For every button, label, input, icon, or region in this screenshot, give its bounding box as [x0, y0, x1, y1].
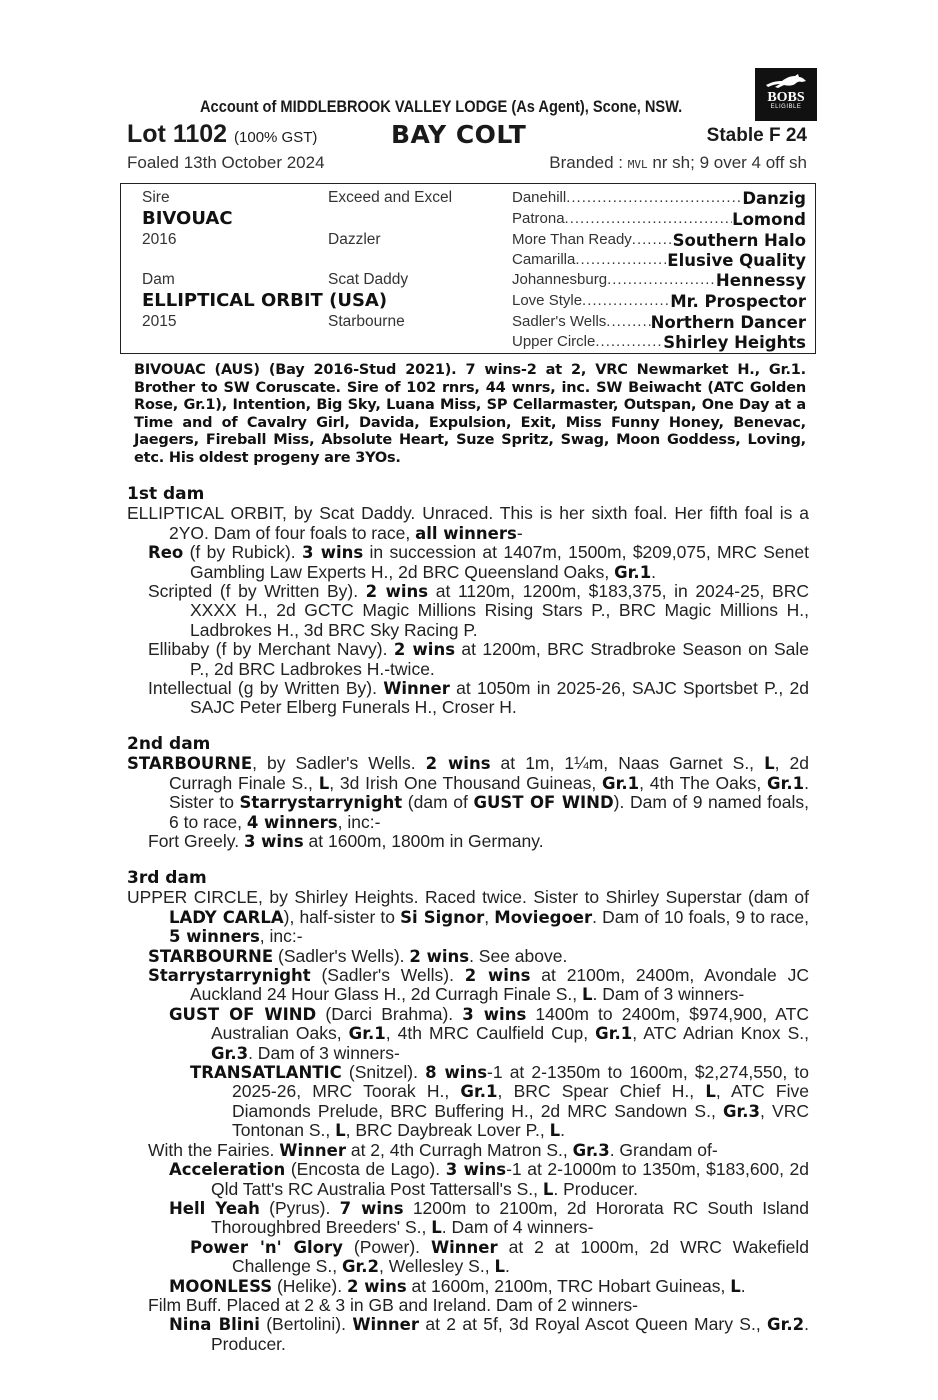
leader-dots	[575, 251, 667, 270]
entry-text: . Sister to	[169, 772, 809, 813]
entry-text: With the Fairies.	[148, 1139, 280, 1160]
pedigree-entry	[127, 1238, 809, 1277]
bold-text: Gr.1	[767, 773, 805, 793]
entry-text: (dam of	[402, 792, 474, 813]
dam-dam: Starbourne	[328, 313, 405, 330]
entry-text: . Producer.	[553, 1178, 639, 1199]
entry-text: , ATC Five Diamonds Prelude, BRC Buffering H., 2d MRC Sandown S.,	[232, 1081, 809, 1121]
entry-text: 1200m to 2100m, 2d Hororata RC South Island Thoroughbred Breeders' S.,	[211, 1197, 809, 1238]
entry-text: (Bertolini).	[259, 1314, 353, 1335]
entry-text: . Dam of 3 winners-	[592, 984, 745, 1005]
bold-text: 2 wins	[365, 582, 429, 602]
horse-description: BAY COLT	[391, 120, 527, 149]
second-dam-body	[127, 754, 809, 851]
entry-text: , inc:-	[337, 811, 381, 832]
leader-dots	[582, 292, 670, 311]
dam-sire: Scat Daddy	[328, 271, 409, 288]
entry-text: Intellectual (g by Written By).	[148, 678, 384, 699]
entry-text: (Power).	[342, 1236, 431, 1257]
logo-subtext: ELIGIBLE	[770, 104, 802, 110]
entry-text: Film Buff. Placed at 2 & 3 in GB and Ireland. Dam of 2 winners-	[148, 1294, 638, 1315]
bold-text: L	[730, 1276, 741, 1296]
logo-text: BOBS	[767, 90, 805, 105]
entry-text: at 2 at 5f, 3d Royal Ascot Queen Mary S.,	[419, 1314, 768, 1335]
entry-text: (Sadler's Wells).	[273, 945, 410, 966]
bold-text: Gr.3	[211, 1043, 249, 1063]
bold-text: Gr.3	[722, 1101, 761, 1121]
bold-text: Moviegoer	[494, 907, 593, 927]
pedigree-entry	[127, 888, 809, 946]
entry-text: at 1200m, BRC Stradbroke Season on Sale P., 2d BRC Ladbrokes H.-twice.	[190, 639, 809, 679]
entry-text: . Grandam of-	[609, 1139, 718, 1160]
entry-text: ), half-sister to	[283, 906, 401, 927]
entry-text: (Helike).	[272, 1275, 347, 1296]
entry-text: , 2d Curragh Finale S.,	[169, 753, 809, 793]
entry-text: 1400m to 2400m, $974,900, ATC Australian Oaks,	[211, 1003, 809, 1044]
third-dam-heading: 3rd dam	[127, 868, 207, 888]
entry-text: at 1120m, 1200m, $183,375, in 2024-25, BRC XXXX H., 2d GCTC Magic Millions Rising Stars P., BRC Magic Millions H., Ladbrokes H., 3d BRC Sky Racing P.	[190, 581, 809, 640]
bold-text: Reo	[148, 543, 184, 563]
ancestor-sire: Northern Dancer	[650, 313, 806, 332]
bold-text: Starrystarrynight	[239, 793, 403, 813]
ancestor-row	[512, 271, 806, 290]
pedigree-entry	[127, 640, 809, 679]
entry-text: . Dam of 10 foals, 9 to race,	[592, 906, 809, 927]
lot-number	[127, 120, 317, 149]
bold-text: 8 wins	[425, 1063, 488, 1083]
bold-text: LADY CARLA	[169, 907, 284, 927]
bold-text: Power 'n' Glory	[190, 1237, 343, 1257]
first-dam-body	[127, 504, 809, 717]
pedigree-entry	[127, 1199, 809, 1238]
bold-text: STARBOURNE	[148, 946, 274, 966]
entry-text: UPPER CIRCLE, by Shirley Heights. Raced twice. Sister to Shirley Superstar (dam of	[127, 887, 809, 908]
bold-text: Gr.1	[460, 1082, 498, 1102]
ancestor-name: Love Style	[512, 292, 583, 309]
bold-text: 2 wins	[425, 754, 491, 774]
bold-text: Gr.2	[767, 1315, 805, 1335]
pedigree-entry	[127, 832, 809, 851]
pedigree-entry	[127, 1063, 809, 1141]
bold-text: 7 wins	[339, 1198, 404, 1218]
ancestor-row	[512, 251, 806, 270]
bold-text: Si Signor	[400, 907, 485, 927]
bold-text: Gr.1	[602, 773, 640, 793]
first-dam-heading: 1st dam	[127, 484, 205, 504]
ancestor-row	[512, 210, 806, 229]
bold-text: Gr.1	[348, 1024, 386, 1044]
entry-text: (Snitzel).	[341, 1062, 426, 1083]
entry-text: , 4th The Oaks,	[639, 772, 768, 793]
entry-text: . Producer.	[211, 1314, 809, 1354]
foaled-date: Foaled 13th October 2024	[127, 153, 325, 172]
sire-year: 2016	[142, 231, 177, 248]
entry-text: at 1600m, 1800m in Germany.	[303, 831, 544, 852]
ancestor-name: Patrona	[512, 210, 565, 227]
stable-location: Stable F 24	[706, 125, 807, 146]
ancestor-name: Sadler's Wells	[512, 313, 607, 330]
bold-text: 3 wins	[445, 1160, 507, 1180]
entry-text: . See above.	[469, 945, 568, 966]
pedigree-entry	[127, 1315, 809, 1354]
ancestor-sire: Danzig	[742, 189, 806, 208]
entry-text: (Sadler's Wells).	[310, 965, 465, 986]
entry-text: .	[740, 1275, 746, 1296]
bold-text: L	[318, 773, 330, 793]
bold-text: STARBOURNE	[127, 754, 253, 774]
sire-label: Sire	[142, 189, 170, 206]
bold-text: 2 wins	[409, 946, 470, 966]
bold-text: L	[494, 1257, 505, 1277]
entry-text: , 4th MRC Caulfield Cup,	[385, 1023, 596, 1044]
bold-text: 2 wins	[346, 1276, 407, 1296]
bold-text: Winner	[430, 1237, 498, 1257]
ancestor-row	[512, 189, 806, 208]
third-dam-section	[127, 869, 809, 1354]
bold-text: MOONLESS	[169, 1276, 273, 1296]
entry-text: .	[651, 561, 657, 582]
entry-text: . Dam of 3 winners-	[248, 1042, 400, 1063]
entry-text: ). Dam of 9 named foals, 6 to race,	[169, 792, 809, 832]
entry-text: at 2100m, 2400m, Avondale JC Auckland 24 Hour Glass H., 2d Curragh Finale S.,	[190, 965, 809, 1005]
bold-text: Nina Blini	[169, 1315, 260, 1335]
bold-text: L	[335, 1121, 346, 1141]
ancestor-name: Upper Circle	[512, 333, 596, 350]
entry-text: at 1m, 1¼m, Naas Garnet S.,	[490, 753, 765, 774]
entry-text: , VRC Tontonan S.,	[232, 1100, 809, 1141]
entry-text: , 3d Irish One Thousand Guineas,	[329, 772, 603, 793]
ancestor-name: Camarilla	[512, 251, 576, 268]
ancestor-sire: Mr. Prospector	[670, 292, 806, 311]
pedigree-entry	[127, 582, 809, 640]
bold-text: L	[549, 1121, 561, 1141]
entry-text: -	[516, 522, 523, 543]
leader-dots	[606, 313, 650, 332]
bold-text: 5 winners	[169, 927, 260, 947]
bold-text: Winner	[383, 679, 450, 699]
pedigree-entry	[127, 1141, 809, 1160]
leader-dots	[595, 333, 663, 352]
bold-text: Hell Yeah	[169, 1198, 260, 1218]
pedigree-table	[120, 183, 816, 354]
leader-dots	[566, 189, 742, 208]
ancestor-row	[512, 333, 806, 352]
bold-text: GUST OF WIND	[169, 1004, 317, 1024]
ancestor-sire: Shirley Heights	[663, 333, 806, 352]
entry-text: , ATC Adrian Knox S.,	[632, 1023, 809, 1044]
pedigree-entry	[127, 1005, 809, 1063]
third-dam-body	[127, 888, 809, 1354]
entry-text: (Pyrus).	[259, 1197, 340, 1218]
brand-mark: MVL	[627, 158, 648, 171]
entry-text: , inc:-	[259, 926, 303, 947]
entry-text: . Dam of 4 winners-	[441, 1217, 594, 1238]
dam-name: ELLIPTICAL ORBIT (USA)	[142, 290, 388, 311]
pedigree-entry	[127, 1277, 809, 1296]
bold-text: L	[582, 985, 593, 1005]
bold-text: L	[431, 1218, 442, 1238]
sire-sire: Exceed and Excel	[328, 189, 453, 206]
ancestor-row	[512, 292, 806, 311]
bold-text: Winner	[352, 1315, 419, 1335]
ancestor-sire: Elusive Quality	[667, 251, 806, 270]
bold-text: 2 wins	[393, 640, 456, 660]
pedigree-entry	[127, 504, 809, 543]
ancestor-sire: Southern Halo	[672, 231, 806, 250]
bold-text: Winner	[279, 1140, 346, 1160]
entry-text: at 1050m in 2025-26, SAJC Sportsbet P., 2d SAJC Peter Elberg Funerals H., Croser H.	[190, 678, 809, 718]
sire-summary: BIVOUAC (AUS) (Bay 2016-Stud 2021). 7 wins-2 at 2, VRC Newmarket H., Gr.1. Brother to SW Coruscate. Sire of 102 rnrs, 44 wnrs, inc. SW Beiwacht (ATC Golden Rose, Gr.1), Intention, Big Sky, Luana Miss, SP Cellarmaster, Outspan, One Day at a Time and of Cavalry Girl, Davida, Expulsion, Exit, Miss Funny Honey, Benevac, Jaegers, Fireball Miss, Absolute Heart, Suze Spritz, Swag, Moon Goddess, Loving, etc. His oldest progeny are 3YOs.	[134, 362, 806, 466]
entry-text: , Wellesley S.,	[379, 1256, 495, 1277]
bold-text: L	[542, 1179, 554, 1199]
sire-dam: Dazzler	[328, 231, 381, 248]
dam-year: 2015	[142, 313, 177, 330]
racehorse-silhouette-icon	[764, 73, 808, 91]
leader-dots	[607, 271, 716, 290]
entry-text: .	[504, 1256, 510, 1277]
ancestor-name: Danehill	[512, 189, 567, 206]
bold-text: Gr.2	[341, 1257, 380, 1277]
bobs-eligible-logo	[755, 68, 817, 121]
pedigree-entry	[127, 1296, 809, 1315]
bold-text: 2 wins	[464, 966, 531, 986]
bold-text: L	[764, 754, 775, 774]
entry-text: , BRC Daybreak Lover P.,	[345, 1120, 550, 1141]
second-dam-section	[127, 735, 809, 851]
bold-text: 3 wins	[462, 1004, 527, 1024]
bold-text: L	[705, 1082, 716, 1102]
entry-text: (f by Rubick).	[183, 542, 302, 563]
entry-text: Scripted (f by Written By).	[148, 581, 366, 602]
vendor-account: Account of MIDDLEBROOK VALLEY LODGE (As Agent), Scone, NSW.	[200, 97, 683, 116]
entry-text: in succession at 1407m, 1500m, $209,075, MRC Senet Gambling Law Experts H., 2d BRC Queensland Oaks,	[190, 542, 809, 582]
entry-text: , by Sadler's Wells.	[252, 753, 426, 774]
entry-text: at 2 at 1000m, 2d WRC Wakefield Challenge S.,	[232, 1236, 809, 1277]
bold-text: 3 wins	[243, 832, 304, 852]
ancestor-row	[512, 231, 806, 250]
entry-text: -1 at 2-1350m to 1600m, $2,274,550, to 2025-26, MRC Toorak H.,	[232, 1062, 809, 1102]
brand-description	[549, 153, 807, 173]
ancestor-name: Johannesburg	[512, 271, 608, 288]
pedigree-entry	[127, 947, 809, 966]
first-dam-section	[127, 485, 809, 718]
bold-text: Gr.3	[572, 1140, 610, 1160]
bold-text: all winners	[415, 523, 517, 543]
bold-text: Gr.1	[614, 562, 652, 582]
second-dam-heading: 2nd dam	[127, 734, 211, 754]
sire-name: BIVOUAC	[142, 208, 233, 229]
entry-text: -1 at 2-1000m to 1350m, $183,600, 2d Qld Tatt's RC Australia Post Tattersall's S.,	[211, 1159, 809, 1199]
bold-text: TRANSATLANTIC	[190, 1063, 342, 1083]
entry-text: at 2, 4th Curragh Matron S.,	[345, 1139, 573, 1160]
lot-label: Lot 1102	[127, 120, 228, 148]
entry-text: (Darci Brahma).	[316, 1003, 463, 1024]
ancestor-sire: Hennessy	[715, 271, 806, 290]
entry-text: ,	[484, 906, 495, 927]
pedigree-entry	[127, 543, 809, 582]
dam-label: Dam	[142, 271, 175, 288]
leader-dots	[632, 231, 673, 250]
entry-text: , BRC Spear Chief H.,	[497, 1081, 706, 1102]
pedigree-entry	[127, 966, 809, 1005]
ancestor-sire: Lomond	[732, 210, 806, 229]
entry-text: .	[560, 1120, 565, 1141]
bold-text: 4 winners	[246, 812, 338, 832]
ancestor-name: More Than Ready	[512, 231, 632, 248]
entry-text: Ellibaby (f by Merchant Navy).	[148, 639, 394, 660]
entry-text: Fort Greely.	[148, 831, 244, 852]
bold-text: GUST OF WIND	[473, 793, 614, 813]
entry-text: ELLIPTICAL ORBIT, by Scat Daddy. Unraced. This is her sixth foal. Her fifth foal is a 2YO. Dam of four foals to race,	[127, 503, 809, 543]
bold-text: Acceleration	[169, 1160, 286, 1180]
brand-detail: nr sh; 9 over 4 off sh	[647, 153, 807, 172]
bold-text: 3 wins	[302, 543, 364, 563]
ancestor-row	[512, 313, 806, 332]
gst-note: (100% GST)	[234, 129, 318, 146]
branded-label: Branded :	[549, 153, 628, 172]
entry-text: (Encosta de Lago).	[285, 1159, 446, 1180]
pedigree-entry	[127, 679, 809, 718]
pedigree-entry	[127, 754, 809, 832]
lot-line	[127, 120, 807, 150]
leader-dots	[565, 210, 733, 229]
bold-text: Gr.1	[595, 1024, 633, 1044]
pedigree-entry	[127, 1160, 809, 1199]
bold-text: Starrystarrynight	[148, 966, 311, 986]
entry-text: at 1600m, 2100m, TRC Hobart Guineas,	[406, 1275, 731, 1296]
